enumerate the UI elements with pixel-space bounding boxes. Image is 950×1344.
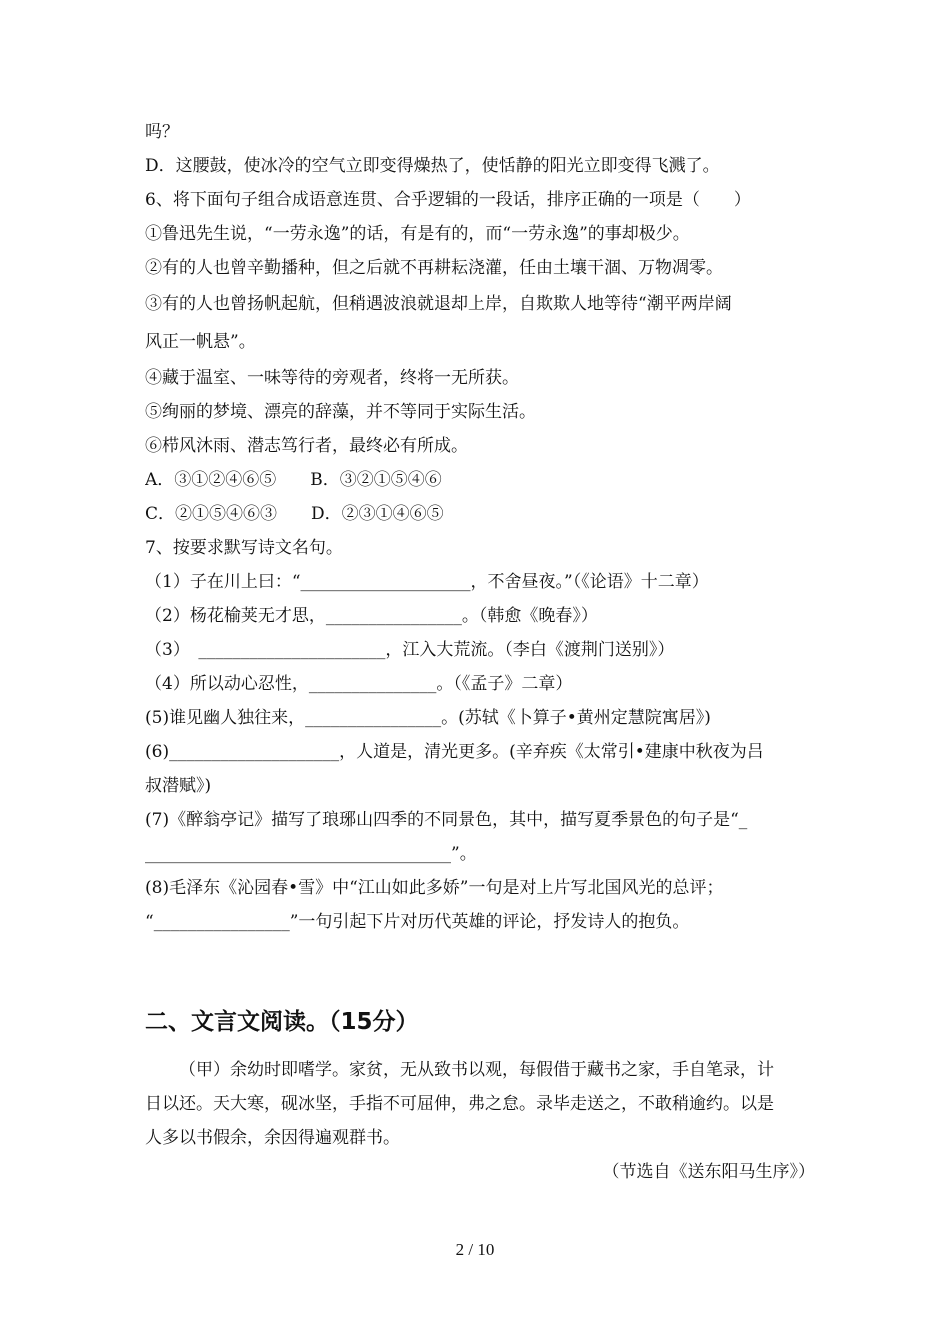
question-6-stem: 6、将下面句子组合成语意连贯、合乎逻辑的一段话，排序正确的一项是（ ） <box>145 190 751 210</box>
blank-item-6: (6)____________________，人道是，清光更多。(辛弃疾《太常引•建康中秋夜为吕 <box>145 742 764 762</box>
page-number: 2 / 10 <box>455 1240 495 1259</box>
blank-item-8: (8)毛泽东《沁园春•雪》中“江山如此多娇”一句是对上片写北国风光的总评； <box>145 878 724 898</box>
sentence-1: ①鲁迅先生说，“一劳永逸”的话，有是有的，而“一劳永逸”的事却极少。 <box>145 224 690 244</box>
blank-item-7-continued: ____________________________________”。 <box>145 844 477 864</box>
text-line: 吗？ <box>145 122 179 142</box>
spacer <box>145 1045 815 1053</box>
blank-item-4: （4）所以动心忍性，_______________。（《孟子》二章） <box>145 674 573 694</box>
blank-item-6-continued: 叔潜赋》) <box>145 776 212 796</box>
section-2-heading: 二、文言文阅读。（15分） <box>145 1009 419 1035</box>
passage-line-3: 人多以书假余，余因得遍观群书。 <box>145 1128 400 1148</box>
blank-item-8-continued: “________________”一句引起下片对历代英雄的评论，抒发诗人的抱负。 <box>145 912 690 932</box>
option-d-line: D．这腰鼓，使冰冷的空气立即变得燥热了，使恬静的阳光立即变得飞溅了。 <box>145 156 720 176</box>
page-content <box>145 115 815 1189</box>
blank-item-3: （3） ______________________，江入大荒流。（李白《渡荆门送别》） <box>145 640 675 660</box>
sentence-3-continued: 风正一帆悬”。 <box>145 332 256 352</box>
passage-source: （节选自《送东阳马生序》） <box>602 1162 815 1182</box>
passage-line-2: 日以还。天大寒，砚冰坚，手指不可屈伸，弗之怠。录毕走送之，不敢稍逾约。以是 <box>145 1094 774 1114</box>
sentence-5: ⑤绚丽的梦境、漂亮的辞藻，并不等同于实际生活。 <box>145 402 536 422</box>
options-a-b: A．③①②④⑥⑤ B．③②①⑤④⑥ <box>145 470 442 490</box>
blank-item-7: (7)《醉翁亭记》描写了琅琊山四季的不同景色，其中，描写夏季景色的句子是“_ <box>145 810 748 830</box>
blank-item-1: （1）子在川上曰：“____________________，不舍昼夜。”（《论语》十二章） <box>145 572 709 592</box>
passage-line-1: （甲）余幼时即嗜学。家贫，无从致书以观，每假借于藏书之家，手自笔录，计 <box>179 1060 774 1080</box>
options-c-d: C．②①⑤④⑥③ D．②③①④⑥⑤ <box>145 504 444 524</box>
question-7-stem: 7、按要求默写诗文名句。 <box>145 538 343 558</box>
blank-item-2: （2）杨花榆荚无才思，________________。（韩愈《晚春》） <box>145 606 598 626</box>
sentence-4: ④藏于温室、一味等待的旁观者，终将一无所获。 <box>145 368 519 388</box>
sentence-2: ②有的人也曾辛勤播种，但之后就不再耕耘浇灌，任由土壤干涸、万物凋零。 <box>145 258 723 278</box>
sentence-3: ③有的人也曾扬帆起航，但稍遇波浪就退却上岸，自欺欺人地等待“潮平两岸阔 <box>145 294 732 314</box>
blank-item-5: (5)谁见幽人独往来，________________。(苏轼《卜算子•黄州定慧院寓居》) <box>145 708 711 728</box>
sentence-6: ⑥栉风沐雨、潜志笃行者，最终必有所成。 <box>145 436 468 456</box>
